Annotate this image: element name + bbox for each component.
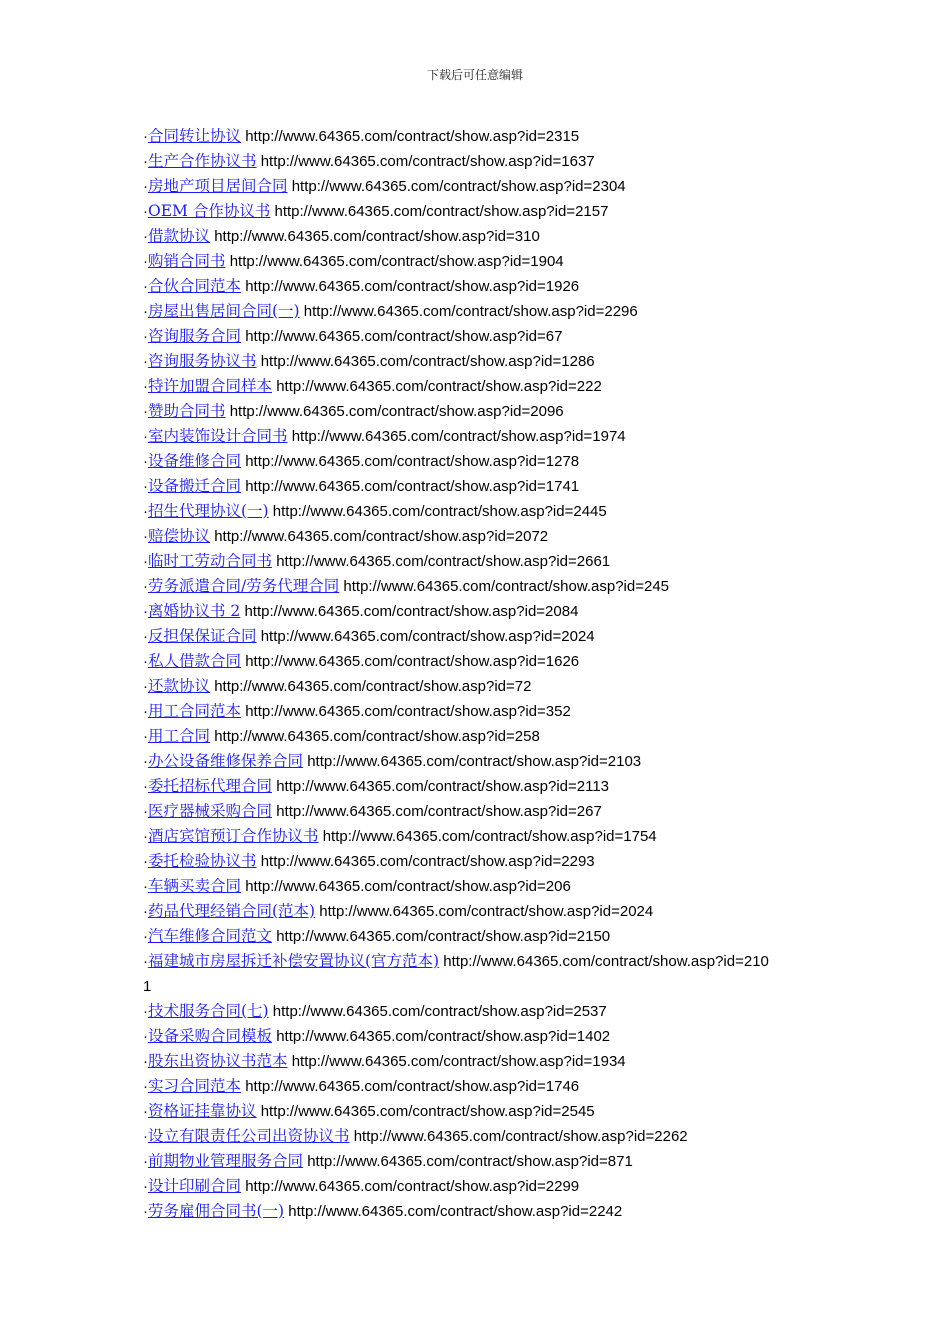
contract-url: http://www.64365.com/contract/show.asp?id=2103 [307,753,642,770]
contract-title-link[interactable]: 设备采购合同模板 [148,1027,273,1045]
contract-title-link[interactable]: 用工合同 [148,727,211,745]
bullet: · [143,1028,148,1045]
contract-url: http://www.64365.com/contract/show.asp?id=2024 [260,628,595,645]
contract-title-link[interactable]: 福建城市房屋拆迁补偿安置协议(官方范本) [148,952,440,970]
bullet: · [143,503,148,520]
contract-title-link[interactable]: 购销合同书 [148,252,226,270]
contract-url: http://www.64365.com/contract/show.asp?id=2537 [272,1003,607,1020]
contract-title-link[interactable]: 还款协议 [148,677,211,695]
bullet: · [143,528,148,545]
contract-title-link[interactable]: 临时工劳动合同书 [148,552,273,570]
list-item [143,499,773,524]
contract-title-link[interactable]: 医疗器械采购合同 [148,802,273,820]
contract-title-link[interactable]: 赔偿协议 [148,527,211,545]
contract-title-link[interactable]: 反担保保证合同 [148,627,257,645]
list-item [143,824,773,849]
contract-title-link[interactable]: 生产合作协议书 [148,152,257,170]
contract-title-link[interactable]: 咨询服务合同 [148,327,242,345]
contract-title-link[interactable]: 劳务派遣合同/劳务代理合同 [148,577,340,595]
list-item [143,1049,773,1074]
list-item [143,1199,773,1224]
contract-url: http://www.64365.com/contract/show.asp?id=2262 [353,1128,688,1145]
contract-url: http://www.64365.com/contract/show.asp?id=1904 [229,253,564,270]
contract-url: http://www.64365.com/contract/show.asp?id=1974 [291,428,626,445]
contract-url: http://www.64365.com/contract/show.asp?id=1746 [245,1078,580,1095]
contract-title-link[interactable]: 劳务雇佣合同书(一) [148,1202,285,1220]
contract-url: http://www.64365.com/contract/show.asp?id=2113 [276,778,610,795]
contract-url: http://www.64365.com/contract/show.asp?id=72 [214,678,532,695]
bullet: · [143,753,148,770]
contract-title-link[interactable]: 前期物业管理服务合同 [148,1152,304,1170]
contract-url: http://www.64365.com/contract/show.asp?id=1626 [245,653,580,670]
bullet: · [143,953,148,970]
list-item [143,524,773,549]
list-item [143,924,773,949]
list-item [143,274,773,299]
contract-link-list [143,124,773,1224]
contract-url: http://www.64365.com/contract/show.asp?id=2296 [303,303,638,320]
bullet: · [143,928,148,945]
list-item [143,374,773,399]
contract-title-link[interactable]: 招生代理协议(一) [148,502,269,520]
bullet: · [143,478,148,495]
contract-title-link[interactable]: 合同转让协议 [148,127,242,145]
list-item [143,549,773,574]
list-item [143,674,773,699]
contract-url: http://www.64365.com/contract/show.asp?id=222 [276,378,602,395]
list-item [143,124,773,149]
contract-url: http://www.64365.com/contract/show.asp?id=1278 [245,453,580,470]
contract-title-link[interactable]: 实习合同范本 [148,1077,242,1095]
list-item [143,799,773,824]
list-item [143,599,773,624]
list-item [143,1174,773,1199]
contract-title-link[interactable]: 用工合同范本 [148,702,242,720]
contract-url: http://www.64365.com/contract/show.asp?id=67 [245,328,563,345]
bullet: · [143,378,148,395]
contract-title-link[interactable]: 房屋出售居间合同(一) [148,302,300,320]
contract-url: http://www.64365.com/contract/show.asp?id=2157 [274,203,609,220]
contract-title-link[interactable]: 汽车维修合同范文 [148,927,273,945]
bullet: · [143,803,148,820]
bullet: · [143,1003,148,1020]
list-item [143,424,773,449]
bullet: · [143,1128,148,1145]
bullet: · [143,1053,148,1070]
list-item [143,1074,773,1099]
bullet: · [143,403,148,420]
contract-title-link[interactable]: 技术服务合同(七) [148,1002,269,1020]
contract-url: http://www.64365.com/contract/show.asp?id=1926 [245,278,580,295]
contract-title-link[interactable]: 设计印刷合同 [148,1177,242,1195]
contract-url: http://www.64365.com/contract/show.asp?id=352 [245,703,571,720]
bullet: · [143,1178,148,1195]
list-item [143,399,773,424]
contract-title-link[interactable]: 设立有限责任公司出资协议书 [148,1127,350,1145]
contract-url: http://www.64365.com/contract/show.asp?id=2024 [319,903,654,920]
contract-title-link[interactable]: OEM 合作协议书 [148,202,271,220]
bullet: · [143,903,148,920]
contract-url: http://www.64365.com/contract/show.asp?id=206 [245,878,571,895]
contract-url: http://www.64365.com/contract/show.asp?id=2445 [272,503,607,520]
bullet: · [143,128,148,145]
list-item [143,1149,773,1174]
contract-url: http://www.64365.com/contract/show.asp?id=2661 [276,553,611,570]
contract-url: http://www.64365.com/contract/show.asp?id=2101 [143,953,769,995]
list-item [143,899,773,924]
contract-title-link[interactable]: 离婚协议书 2 [148,602,241,620]
list-item [143,449,773,474]
list-item [143,149,773,174]
contract-title-link[interactable]: 委托检验协议书 [148,852,257,870]
contract-title-link[interactable]: 室内装饰设计合同书 [148,427,288,445]
list-item [143,1099,773,1124]
contract-title-link[interactable]: 房地产项目居间合同 [148,177,288,195]
contract-url: http://www.64365.com/contract/show.asp?id=2545 [260,1103,595,1120]
bullet: · [143,603,148,620]
contract-url: http://www.64365.com/contract/show.asp?id=2299 [245,1178,580,1195]
contract-url: http://www.64365.com/contract/show.asp?id=1402 [276,1028,611,1045]
list-item [143,249,773,274]
contract-title-link[interactable]: 资格证挂靠协议 [148,1102,257,1120]
bullet: · [143,303,148,320]
bullet: · [143,228,148,245]
contract-url: http://www.64365.com/contract/show.asp?id=258 [214,728,540,745]
list-item [143,724,773,749]
contract-title-link[interactable]: 股东出资协议书范本 [148,1052,288,1070]
contract-title-link[interactable]: 设备搬迁合同 [148,477,242,495]
list-item [143,349,773,374]
bullet: · [143,853,148,870]
list-item [143,299,773,324]
contract-title-link[interactable]: 特许加盟合同样本 [148,377,273,395]
bullet: · [143,578,148,595]
list-item [143,749,773,774]
bullet: · [143,678,148,695]
contract-title-link[interactable]: 赞助合同书 [148,402,226,420]
bullet: · [143,728,148,745]
bullet: · [143,653,148,670]
bullet: · [143,628,148,645]
bullet: · [143,1078,148,1095]
contract-url: http://www.64365.com/contract/show.asp?id=2150 [276,928,611,945]
list-item [143,649,773,674]
bullet: · [143,153,148,170]
bullet: · [143,428,148,445]
list-item [143,1024,773,1049]
list-item [143,699,773,724]
contract-title-link[interactable]: 办公设备维修保养合同 [148,752,304,770]
contract-url: http://www.64365.com/contract/show.asp?id=2315 [245,128,580,145]
contract-title-link[interactable]: 合伙合同范本 [148,277,242,295]
contract-url: http://www.64365.com/contract/show.asp?id=1286 [260,353,595,370]
list-item [143,624,773,649]
contract-title-link[interactable]: 咨询服务协议书 [148,352,257,370]
contract-url: http://www.64365.com/contract/show.asp?id=2293 [260,853,595,870]
contract-url: http://www.64365.com/contract/show.asp?id=2096 [229,403,564,420]
bullet: · [143,353,148,370]
contract-url: http://www.64365.com/contract/show.asp?id=2084 [244,603,579,620]
list-item [143,174,773,199]
list-item [143,1124,773,1149]
list-item [143,999,773,1024]
contract-url: http://www.64365.com/contract/show.asp?id=871 [307,1153,633,1170]
bullet: · [143,203,148,220]
list-item [143,774,773,799]
contract-title-link[interactable]: 车辆买卖合同 [148,877,242,895]
bullet: · [143,1103,148,1120]
contract-title-link[interactable]: 设备维修合同 [148,452,242,470]
contract-title-link[interactable]: 委托招标代理合同 [148,777,273,795]
list-item [143,324,773,349]
list-item [143,949,773,999]
list-item [143,224,773,249]
contract-url: http://www.64365.com/contract/show.asp?id=310 [214,228,540,245]
bullet: · [143,878,148,895]
bullet: · [143,178,148,195]
bullet: · [143,778,148,795]
contract-url: http://www.64365.com/contract/show.asp?id=267 [276,803,602,820]
bullet: · [143,253,148,270]
page-header: 下载后可任意编辑 [426,68,523,82]
contract-url: http://www.64365.com/contract/show.asp?id=245 [343,578,670,595]
list-item [143,199,773,224]
bullet: · [143,453,148,470]
contract-title-link[interactable]: 借款协议 [148,227,211,245]
contract-url: http://www.64365.com/contract/show.asp?id=2304 [291,178,626,195]
list-item [143,874,773,899]
contract-title-link[interactable]: 私人借款合同 [148,652,242,670]
contract-url: http://www.64365.com/contract/show.asp?id=2072 [214,528,549,545]
contract-url: http://www.64365.com/contract/show.asp?id=2242 [288,1203,623,1220]
bullet: · [143,278,148,295]
list-item [143,574,773,599]
bullet: · [143,553,148,570]
contract-url: http://www.64365.com/contract/show.asp?id=1637 [260,153,595,170]
contract-title-link[interactable]: 药品代理经销合同(范本) [148,902,316,920]
bullet: · [143,703,148,720]
list-item [143,474,773,499]
contract-url: http://www.64365.com/contract/show.asp?id=1934 [291,1053,626,1070]
contract-title-link[interactable]: 酒店宾馆预订合作协议书 [148,827,319,845]
contract-url: http://www.64365.com/contract/show.asp?id=1741 [245,478,580,495]
bullet: · [143,1153,148,1170]
bullet: · [143,328,148,345]
bullet: · [143,828,148,845]
list-item [143,849,773,874]
bullet: · [143,1203,148,1220]
contract-url: http://www.64365.com/contract/show.asp?id=1754 [322,828,657,845]
